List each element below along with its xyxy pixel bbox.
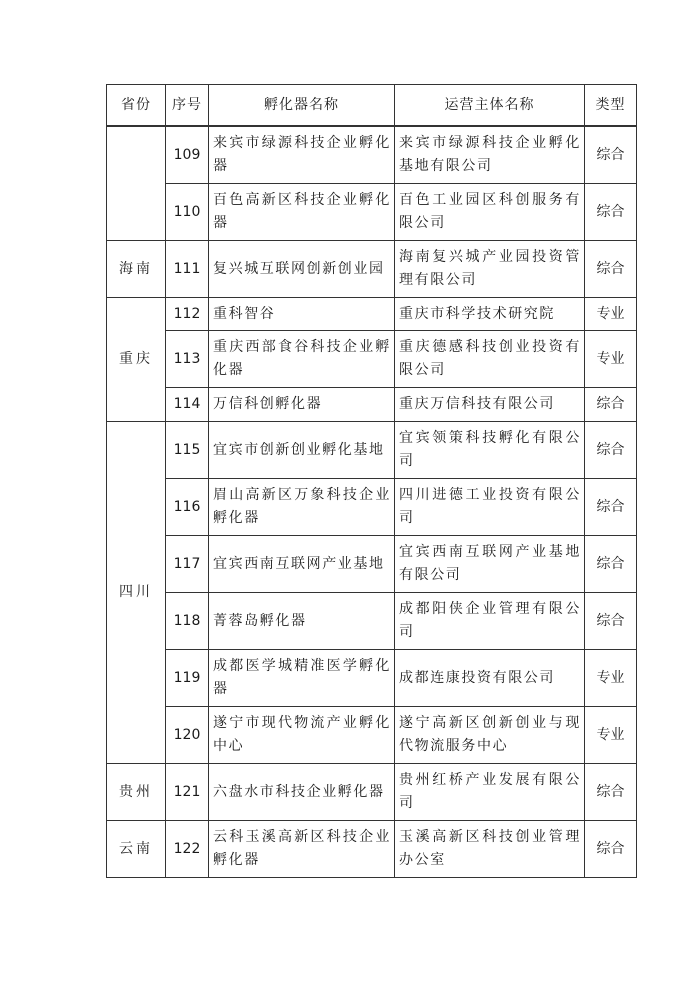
- row-number: 115: [166, 422, 209, 479]
- header-operator-name: 运营主体名称: [395, 85, 585, 127]
- incubator-type: 综合: [585, 388, 637, 422]
- operator-name: 重庆市科学技术研究院: [395, 298, 585, 331]
- row-number: 113: [166, 331, 209, 388]
- province-cell-continued: [107, 126, 166, 241]
- operator-name: 海南复兴城产业园投资管理有限公司: [395, 241, 585, 298]
- province-guizhou: 贵州: [107, 764, 166, 821]
- table-row: [107, 241, 637, 298]
- header-province: 省份: [107, 85, 166, 127]
- incubator-type: 综合: [585, 536, 637, 593]
- operator-name: 来宾市绿源科技企业孵化基地有限公司: [395, 126, 585, 184]
- province-yunnan: 云南: [107, 821, 166, 878]
- incubator-type: 综合: [585, 126, 637, 184]
- table-row: [107, 422, 637, 479]
- operator-name: 成都连康投资有限公司: [395, 650, 585, 707]
- province-hainan: 海南: [107, 241, 166, 298]
- incubator-type: 综合: [585, 593, 637, 650]
- incubator-type: 综合: [585, 764, 637, 821]
- incubator-type: 专业: [585, 650, 637, 707]
- incubator-table: [106, 84, 637, 878]
- row-number: 109: [166, 126, 209, 184]
- header-incubator-name: 孵化器名称: [209, 85, 395, 127]
- table-row: [107, 536, 637, 593]
- incubator-name: 云科玉溪高新区科技企业孵化器: [209, 821, 395, 878]
- operator-name: 贵州红桥产业发展有限公司: [395, 764, 585, 821]
- table-row: [107, 388, 637, 422]
- table-row: [107, 331, 637, 388]
- header-row: [107, 85, 637, 127]
- operator-name: 宜宾西南互联网产业基地有限公司: [395, 536, 585, 593]
- operator-name: 玉溪高新区科技创业管理办公室: [395, 821, 585, 878]
- operator-name: 宜宾领策科技孵化有限公司: [395, 422, 585, 479]
- incubator-name: 重庆西部食谷科技企业孵化器: [209, 331, 395, 388]
- table-row: [107, 593, 637, 650]
- operator-name: 重庆万信科技有限公司: [395, 388, 585, 422]
- province-chongqing: 重庆: [107, 298, 166, 422]
- incubator-name: 百色高新区科技企业孵化器: [209, 184, 395, 241]
- row-number: 112: [166, 298, 209, 331]
- province-sichuan: 四川: [107, 422, 166, 764]
- incubator-name: 宜宾西南互联网产业基地: [209, 536, 395, 593]
- incubator-type: 综合: [585, 241, 637, 298]
- row-number: 119: [166, 650, 209, 707]
- row-number: 110: [166, 184, 209, 241]
- header-number: 序号: [166, 85, 209, 127]
- table-row: [107, 821, 637, 878]
- table-row: [107, 298, 637, 331]
- incubator-name: 复兴城互联网创新创业园: [209, 241, 395, 298]
- row-number: 114: [166, 388, 209, 422]
- incubator-type: 专业: [585, 707, 637, 764]
- incubator-name: 六盘水市科技企业孵化器: [209, 764, 395, 821]
- table-row: [107, 126, 637, 184]
- row-number: 117: [166, 536, 209, 593]
- incubator-name: 重科智谷: [209, 298, 395, 331]
- incubator-name: 来宾市绿源科技企业孵化器: [209, 126, 395, 184]
- incubator-type: 综合: [585, 184, 637, 241]
- operator-name: 成都阳侠企业管理有限公司: [395, 593, 585, 650]
- incubator-name: 宜宾市创新创业孵化基地: [209, 422, 395, 479]
- operator-name: 百色工业园区科创服务有限公司: [395, 184, 585, 241]
- incubator-type: 专业: [585, 298, 637, 331]
- table-row: [107, 707, 637, 764]
- row-number: 121: [166, 764, 209, 821]
- table-row: [107, 764, 637, 821]
- row-number: 116: [166, 479, 209, 536]
- table-row: [107, 184, 637, 241]
- incubator-name: 遂宁市现代物流产业孵化中心: [209, 707, 395, 764]
- table-row: [107, 479, 637, 536]
- row-number: 118: [166, 593, 209, 650]
- operator-name: 重庆德感科技创业投资有限公司: [395, 331, 585, 388]
- table-row: [107, 650, 637, 707]
- incubator-name: 菁蓉岛孵化器: [209, 593, 395, 650]
- incubator-name: 成都医学城精准医学孵化器: [209, 650, 395, 707]
- row-number: 120: [166, 707, 209, 764]
- operator-name: 四川进德工业投资有限公司: [395, 479, 585, 536]
- incubator-name: 眉山高新区万象科技企业孵化器: [209, 479, 395, 536]
- incubator-type: 综合: [585, 479, 637, 536]
- header-type: 类型: [585, 85, 637, 127]
- incubator-type: 综合: [585, 422, 637, 479]
- incubator-type: 综合: [585, 821, 637, 878]
- incubator-name: 万信科创孵化器: [209, 388, 395, 422]
- operator-name: 遂宁高新区创新创业与现代物流服务中心: [395, 707, 585, 764]
- incubator-type: 专业: [585, 331, 637, 388]
- row-number: 122: [166, 821, 209, 878]
- row-number: 111: [166, 241, 209, 298]
